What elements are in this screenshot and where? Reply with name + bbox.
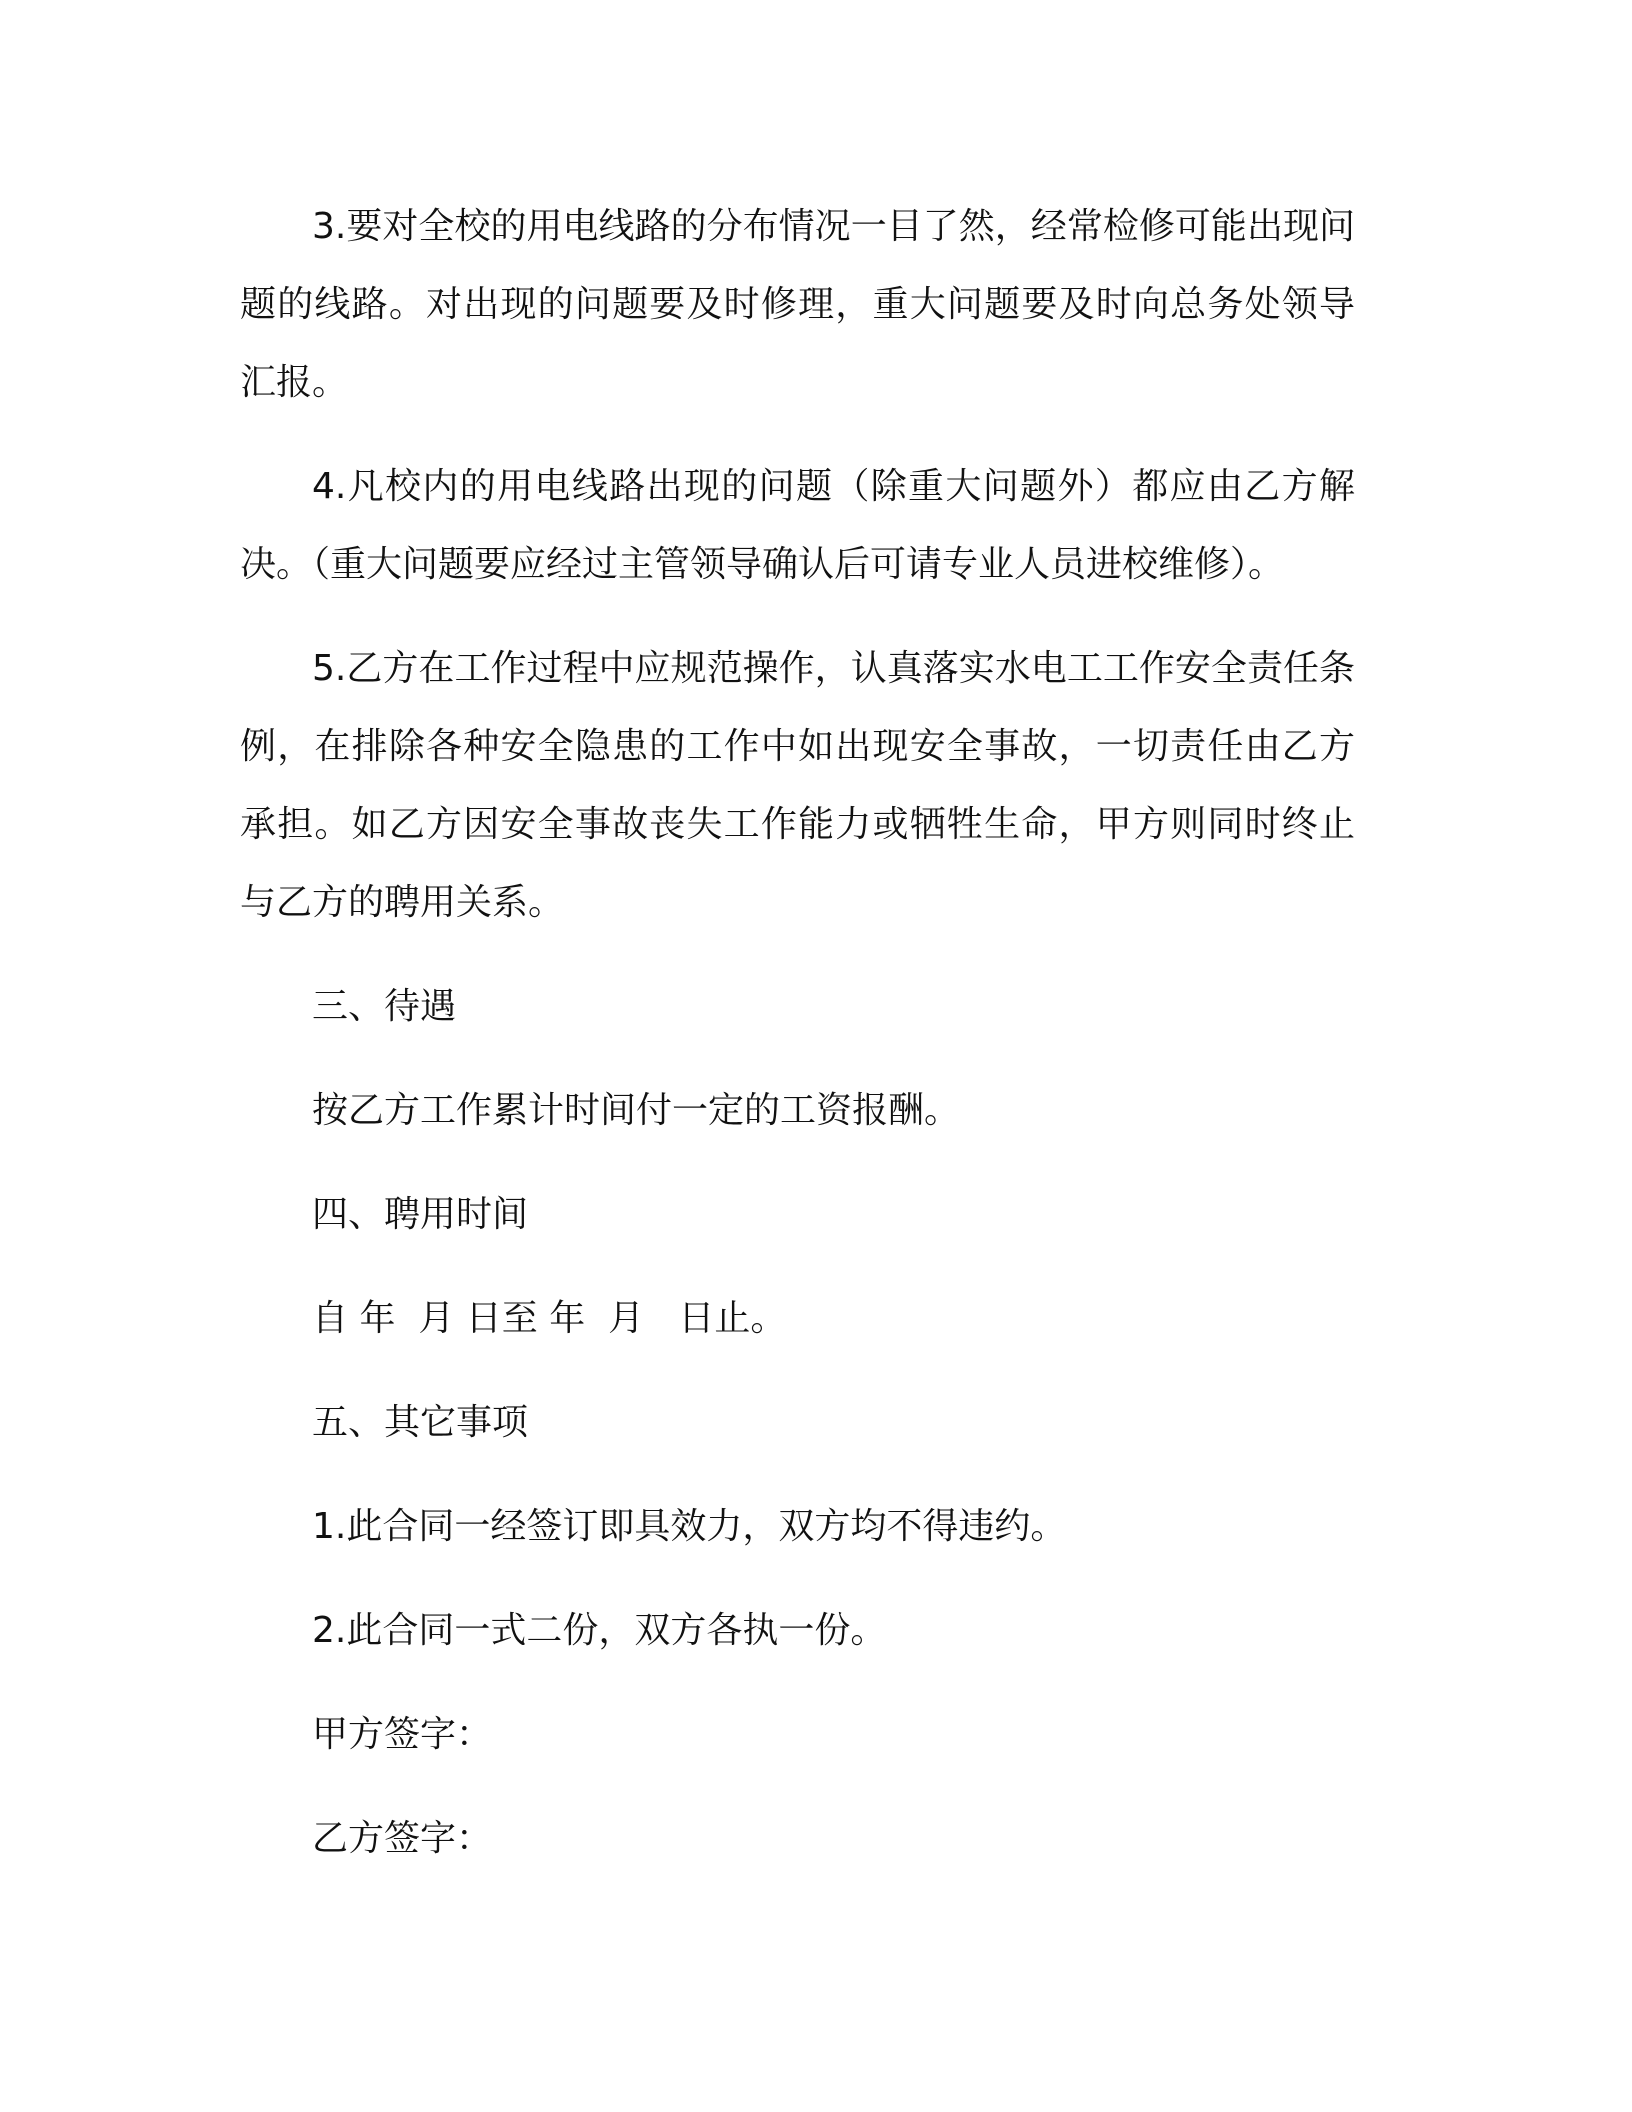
clause-5: 5.乙方在工作过程中应规范操作，认真落实水电工工作安全责任条例，在排除各种安全隐患的工作中如出现安全事故，一切责任由乙方承担。如乙方因安全事故丧失工作能力或牺牲生命，甲方则同时终止与乙方的聘用关系。 — [240, 648, 1355, 923]
party-a-signature-label: 甲方签字： — [312, 1714, 493, 1755]
clause-3: 3.要对全校的用电线路的分布情况一目了然，经常检修可能出现问题的线路。对出现的问题要及时修理，重大问题要及时向总务处领导汇报。 — [240, 206, 1355, 403]
document-body — [240, 188, 1355, 1878]
section-heading-employment-period: 四、聘用时间 — [312, 1194, 529, 1235]
other-matters-item-1: 1.此合同一经签订即具效力，双方均不得违约。 — [312, 1506, 1067, 1547]
clause-4: 4.凡校内的用电线路出现的问题（除重大问题外）都应由乙方解决。（重大问题要应经过主管领导确认后可请专业人员进校维修）。 — [240, 466, 1355, 585]
other-matters-item-2: 2.此合同一式二份，双方各执一份。 — [312, 1610, 887, 1651]
section-heading-compensation: 三、待遇 — [312, 986, 457, 1027]
party-b-signature-label: 乙方签字： — [312, 1818, 493, 1859]
section-heading-other-matters: 五、其它事项 — [312, 1402, 529, 1443]
compensation-text: 按乙方工作累计时间付一定的工资报酬。 — [312, 1090, 961, 1131]
employment-period-text: 自 年 月 日至 年 月 日止。 — [312, 1298, 787, 1339]
